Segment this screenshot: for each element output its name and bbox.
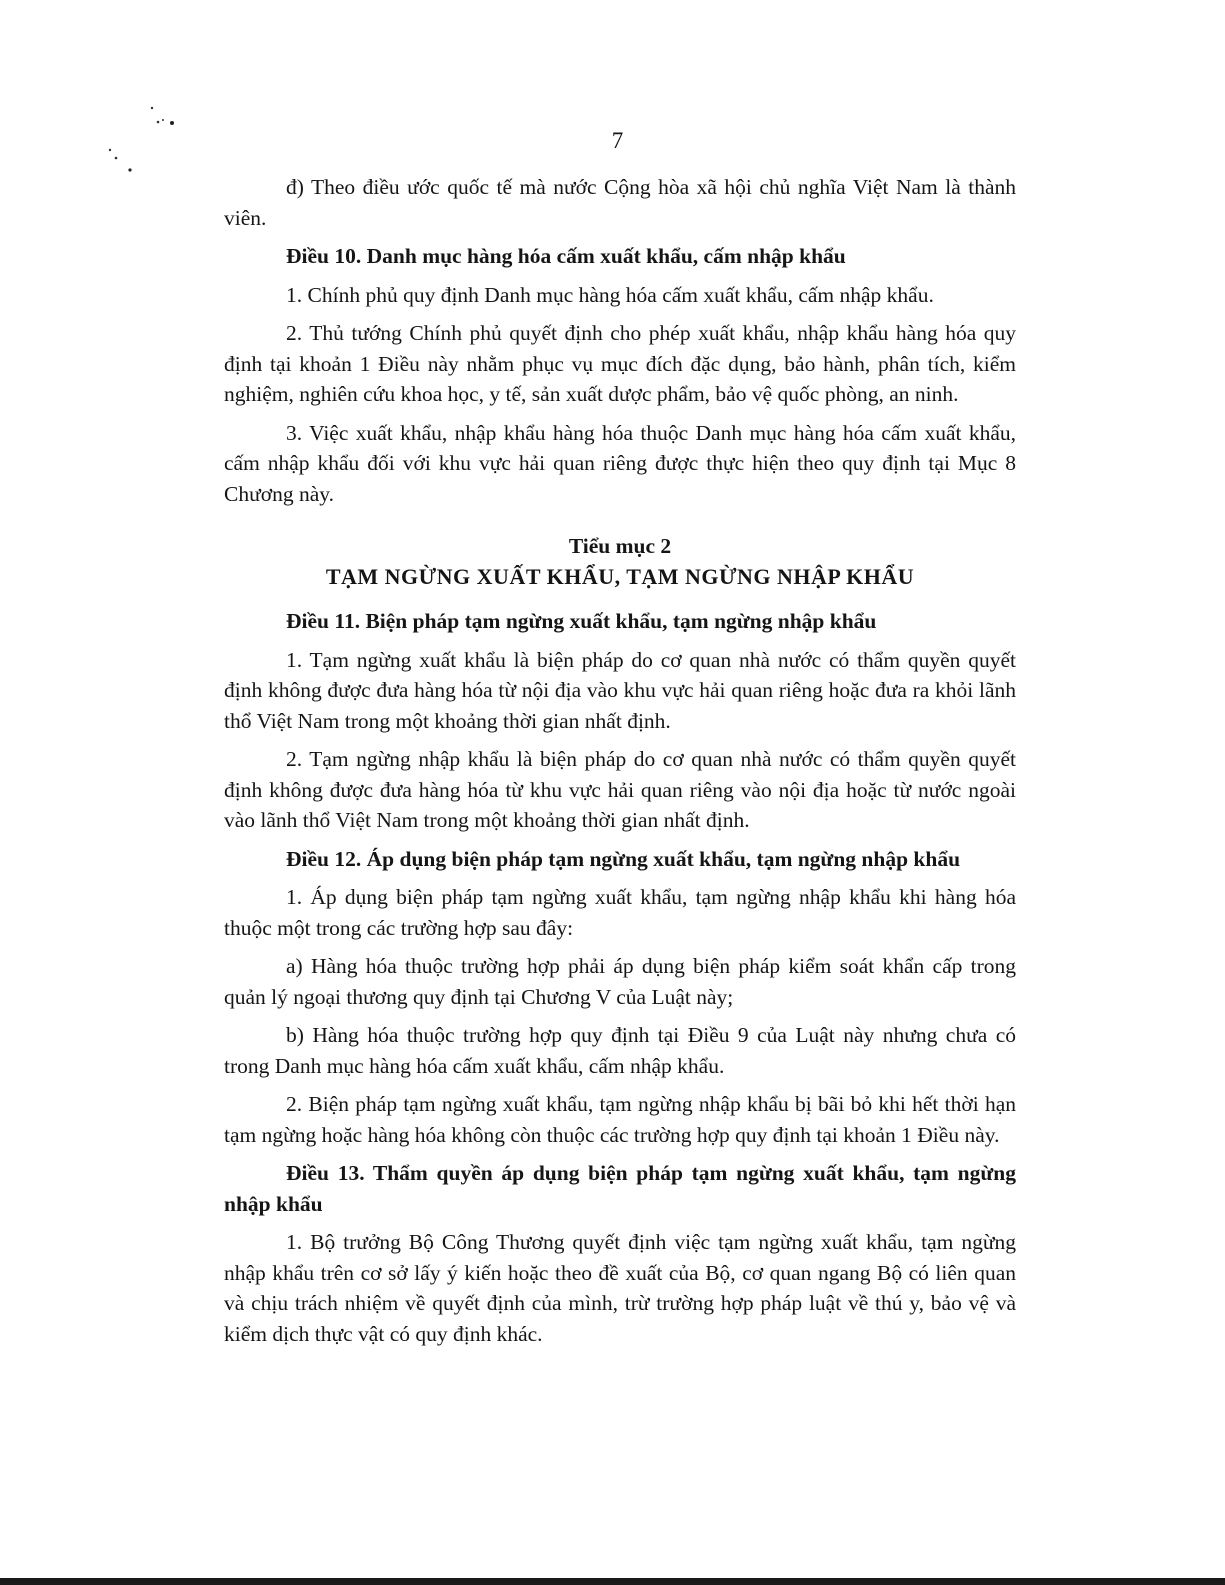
article-heading: Điều 13. Thẩm quyền áp dụng biện pháp tạm ngừng xuất khẩu, tạm ngừng nhập khẩu <box>224 1161 1016 1216</box>
article-heading: Điều 11. Biện pháp tạm ngừng xuất khẩu, tạm ngừng nhập khẩu <box>286 609 877 633</box>
paragraph: 3. Việc xuất khẩu, nhập khẩu hàng hóa thuộc Danh mục hàng hóa cấm xuất khẩu, cấm nhập khẩu đối với khu vực hải quan riêng được thực hiện theo quy định tại Mục 8 Chương này. <box>224 420 1016 506</box>
paragraph: 1. Bộ trưởng Bộ Công Thương quyết định việc tạm ngừng xuất khẩu, tạm ngừng nhập khẩu trên cơ sở lấy ý kiến hoặc theo đề xuất của Bộ, cơ quan ngang Bộ có liên quan và chịu trách nhiệm về quyết định của mình, trừ trường hợp pháp luật về thú y, bảo vệ và kiểm dịch thực vật có quy định khác. <box>224 1230 1016 1346</box>
paragraph: 1. Tạm ngừng xuất khẩu là biện pháp do cơ quan nhà nước có thẩm quyền quyết định không được đưa hàng hóa từ nội địa vào khu vực hải quan riêng hoặc đưa ra khỏi lãnh thổ Việt Nam trong một khoảng thời gian nhất định. <box>224 647 1016 733</box>
section-subheading: TẠM NGỪNG XUẤT KHẨU, TẠM NGỪNG NHẬP KHẨU <box>325 563 915 589</box>
article-heading: Điều 10. Danh mục hàng hóa cấm xuất khẩu, cấm nhập khẩu <box>286 244 846 268</box>
paragraph: 2. Thủ tướng Chính phủ quyết định cho phép xuất khẩu, nhập khẩu hàng hóa quy định tại khoản 1 Điều này nhằm phục vụ mục đích đặc dụng, bảo hành, phân tích, kiểm nghiệm, nghiên cứu khoa học, y tế, sản xuất dược phẩm, bảo vệ quốc phòng, an ninh. <box>224 321 1016 406</box>
paragraph: 1. Áp dụng biện pháp tạm ngừng xuất khẩu, tạm ngừng nhập khẩu khi hàng hóa thuộc một trong các trường hợp sau đây: <box>224 885 1016 940</box>
paragraph: đ) Theo điều ước quốc tế mà nước Cộng hòa xã hội chủ nghĩa Việt Nam là thành viên. <box>224 175 1016 230</box>
paragraph: b) Hàng hóa thuộc trường hợp quy định tại Điều 9 của Luật này nhưng chưa có trong Danh mục hàng hóa cấm xuất khẩu, cấm nhập khẩu. <box>224 1023 1016 1078</box>
page-number: 7 <box>611 128 624 153</box>
paragraph: a) Hàng hóa thuộc trường hợp phải áp dụng biện pháp kiểm soát khẩn cấp trong quản lý ngoại thương quy định tại Chương V của Luật này; <box>224 954 1016 1009</box>
scan-bottom-edge <box>0 1578 1225 1585</box>
document-body <box>224 172 1016 1357</box>
paragraph: 2. Tạm ngừng nhập khẩu là biện pháp do cơ quan nhà nước có thẩm quyền quyết định không được đưa hàng hóa từ khu vực hải quan riêng vào nội địa hoặc từ nước ngoài vào lãnh thổ Việt Nam trong một khoảng thời gian nhất định. <box>224 747 1016 832</box>
paragraph: 2. Biện pháp tạm ngừng xuất khẩu, tạm ngừng nhập khẩu bị bãi bỏ khi hết thời hạn tạm ngừng hoặc hàng hóa không còn thuộc các trường hợp quy định tại khoản 1 Điều này. <box>224 1092 1016 1147</box>
section-title: Tiểu mục 2 <box>568 534 672 558</box>
paragraph: 1. Chính phủ quy định Danh mục hàng hóa cấm xuất khẩu, cấm nhập khẩu. <box>286 282 934 307</box>
section-heading <box>224 531 1016 592</box>
article-heading: Điều 12. Áp dụng biện pháp tạm ngừng xuất khẩu, tạm ngừng nhập khẩu <box>286 846 961 871</box>
